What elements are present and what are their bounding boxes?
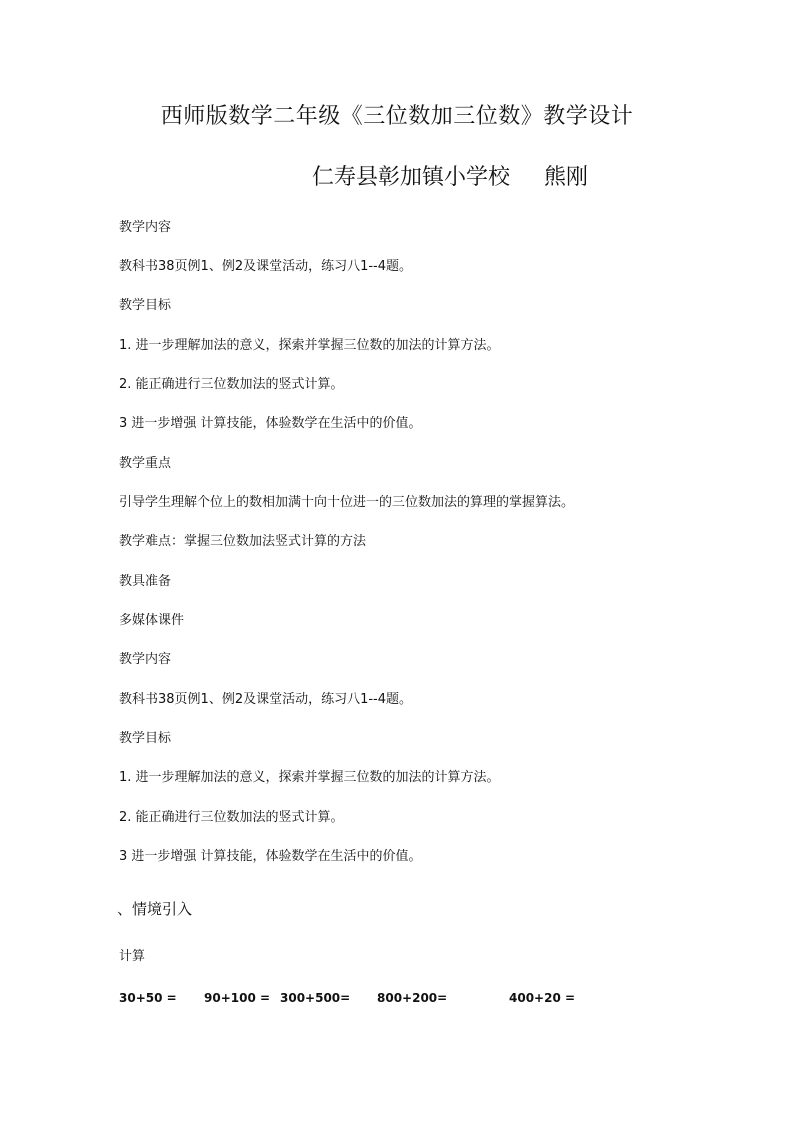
paragraph-teaching-aids: 多媒体课件 [119,613,185,628]
heading-teaching-goals-repeat: 教学目标 [119,731,172,746]
heading-teaching-content: 教学内容 [119,220,172,235]
author-line [312,162,652,194]
document-title: 西师版数学二年级《三位数加三位数》教学设计 [160,104,634,129]
goal-item-1-repeat: 1. 进一步理解加法的意义，探索并掌握三位数的加法的计算方法。 [119,770,500,785]
author-name: 熊刚 [544,165,589,190]
heading-teaching-goals: 教学目标 [119,298,172,313]
calc-item: 90+100 = [204,991,271,1005]
section-heading-intro: 、情境引入 [117,900,193,918]
paragraph-key-points: 引导学生理解个位上的数相加满十向十位进一的三位数加法的算理的掌握算法。 [119,495,575,510]
goal-item-2-repeat: 2. 能正确进行三位数加法的竖式计算。 [119,810,344,825]
goal-item-2: 2. 能正确进行三位数加法的竖式计算。 [119,377,344,392]
calc-row [119,988,679,1008]
calc-item: 800+200= [377,991,448,1005]
calc-item: 400+20 = [509,991,576,1005]
paragraph-textbook: 教科书38页例1、例2及课堂活动，练习八1--4题。 [119,259,413,274]
heading-teaching-content-repeat: 教学内容 [119,652,172,667]
paragraph-difficulty: 教学难点：掌握三位数加法竖式计算的方法 [119,534,367,549]
heading-teaching-aids: 教具准备 [119,574,172,589]
school-name: 仁寿县彰加镇小学校 [312,165,511,190]
goal-item-3-repeat: 3 进一步增强 计算技能，体验数学在生活中的价值。 [119,849,422,864]
calc-item: 300+500= [280,991,351,1005]
heading-key-points: 教学重点 [119,456,172,471]
goal-item-1: 1. 进一步理解加法的意义，探索并掌握三位数的加法的计算方法。 [119,338,500,353]
calc-item: 30+50 = [119,991,177,1005]
calc-label: 计算 [119,949,146,964]
goal-item-3: 3 进一步增强 计算技能，体验数学在生活中的价值。 [119,416,422,431]
paragraph-textbook-repeat: 教科书38页例1、例2及课堂活动，练习八1--4题。 [119,692,413,707]
